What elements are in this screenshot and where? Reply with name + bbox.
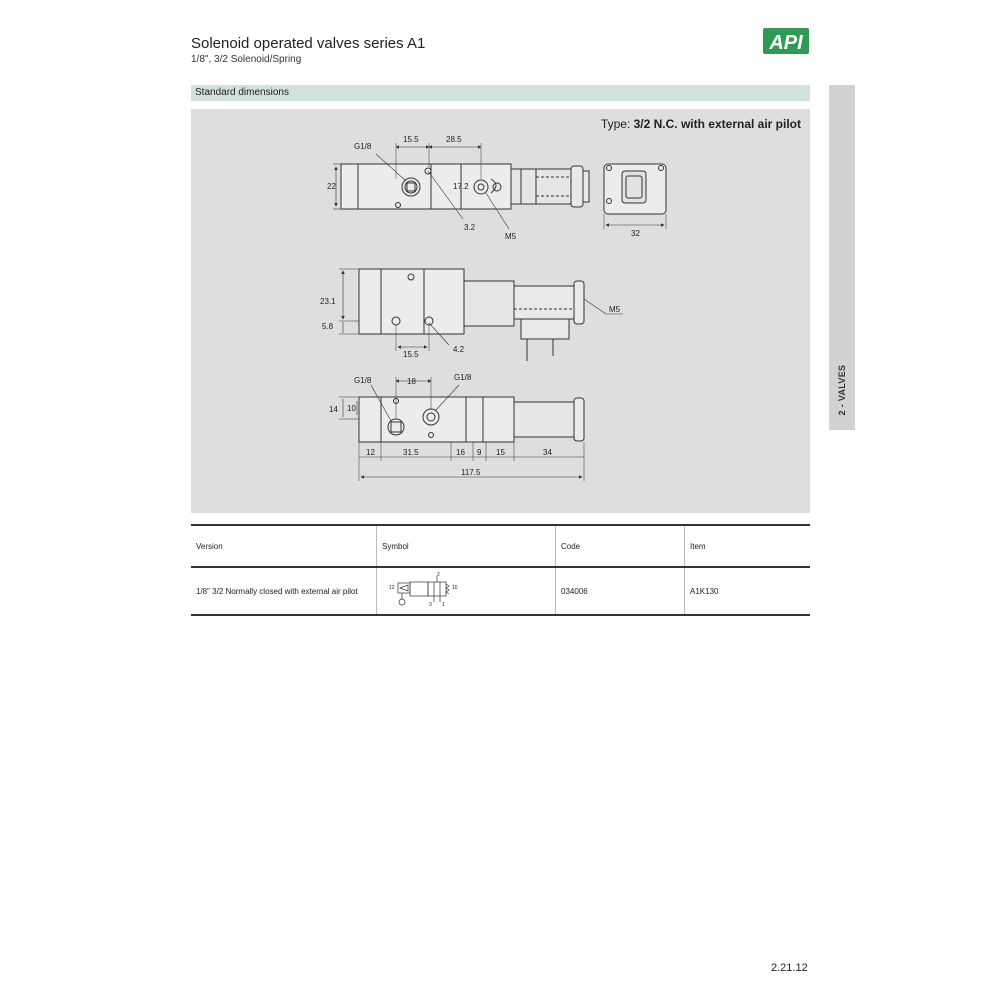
page-number: 2.21.12 <box>771 962 808 974</box>
header-code: Code <box>556 525 685 567</box>
svg-text:3: 3 <box>429 602 432 608</box>
svg-text:G1/8: G1/8 <box>454 373 472 382</box>
end-view <box>604 164 666 229</box>
dimension-panel <box>191 109 810 513</box>
svg-text:117.5: 117.5 <box>461 468 481 477</box>
svg-text:32: 32 <box>631 229 640 238</box>
header-version: Version <box>196 541 223 551</box>
svg-text:17.2: 17.2 <box>453 182 469 191</box>
table-row <box>191 567 810 615</box>
spec-table <box>191 524 810 616</box>
page-subtitle: 1/8", 3/2 Solenoid/Spring <box>191 54 302 65</box>
header-symbol: Symbol <box>377 525 556 567</box>
svg-text:23.1: 23.1 <box>320 297 336 306</box>
api-logo <box>762 26 812 56</box>
side-view <box>339 269 623 361</box>
cell-item: A1K130 <box>685 567 811 615</box>
svg-text:16: 16 <box>456 448 465 457</box>
svg-text:9: 9 <box>477 448 482 457</box>
svg-text:15.5: 15.5 <box>403 350 419 359</box>
header-item: Item <box>685 525 811 567</box>
svg-text:12: 12 <box>366 448 375 457</box>
svg-text:10: 10 <box>452 585 458 591</box>
svg-text:1: 1 <box>442 602 445 608</box>
svg-text:M5: M5 <box>609 305 621 314</box>
svg-text:15.5: 15.5 <box>403 135 419 144</box>
cell-version: 1/8" 3/2 Normally closed with external air pilot <box>196 586 358 596</box>
svg-text:3.2: 3.2 <box>464 223 476 232</box>
side-tab <box>829 85 855 430</box>
svg-text:4.2: 4.2 <box>453 345 465 354</box>
valve-symbol-icon <box>382 572 482 608</box>
svg-text:28.5: 28.5 <box>446 135 462 144</box>
svg-text:API: API <box>769 32 803 54</box>
svg-text:34: 34 <box>543 448 552 457</box>
svg-text:14: 14 <box>329 405 338 414</box>
page-title: Solenoid operated valves series A1 <box>191 35 426 52</box>
dimension-drawing <box>191 109 810 513</box>
cell-code: 034006 <box>556 567 685 615</box>
table-header-row <box>191 525 810 567</box>
svg-text:G1/8: G1/8 <box>354 376 372 385</box>
cell-symbol <box>377 567 556 615</box>
svg-text:15: 15 <box>496 448 505 457</box>
side-tab-label: 2 - VALVES <box>837 364 847 416</box>
svg-text:2: 2 <box>437 572 440 578</box>
valve-type-label: Type: 3/2 N.C. with external air pilot <box>600 117 801 131</box>
svg-text:10: 10 <box>347 404 356 413</box>
svg-text:18: 18 <box>407 377 416 386</box>
section-label: Standard dimensions <box>195 87 289 98</box>
svg-text:22: 22 <box>327 182 336 191</box>
svg-text:31.5: 31.5 <box>403 448 419 457</box>
svg-text:G1/8: G1/8 <box>354 142 372 151</box>
svg-text:5.8: 5.8 <box>322 322 334 331</box>
bottom-view <box>339 377 584 481</box>
svg-text:M5: M5 <box>505 232 517 241</box>
svg-text:12: 12 <box>389 585 395 591</box>
section-band <box>191 85 810 101</box>
